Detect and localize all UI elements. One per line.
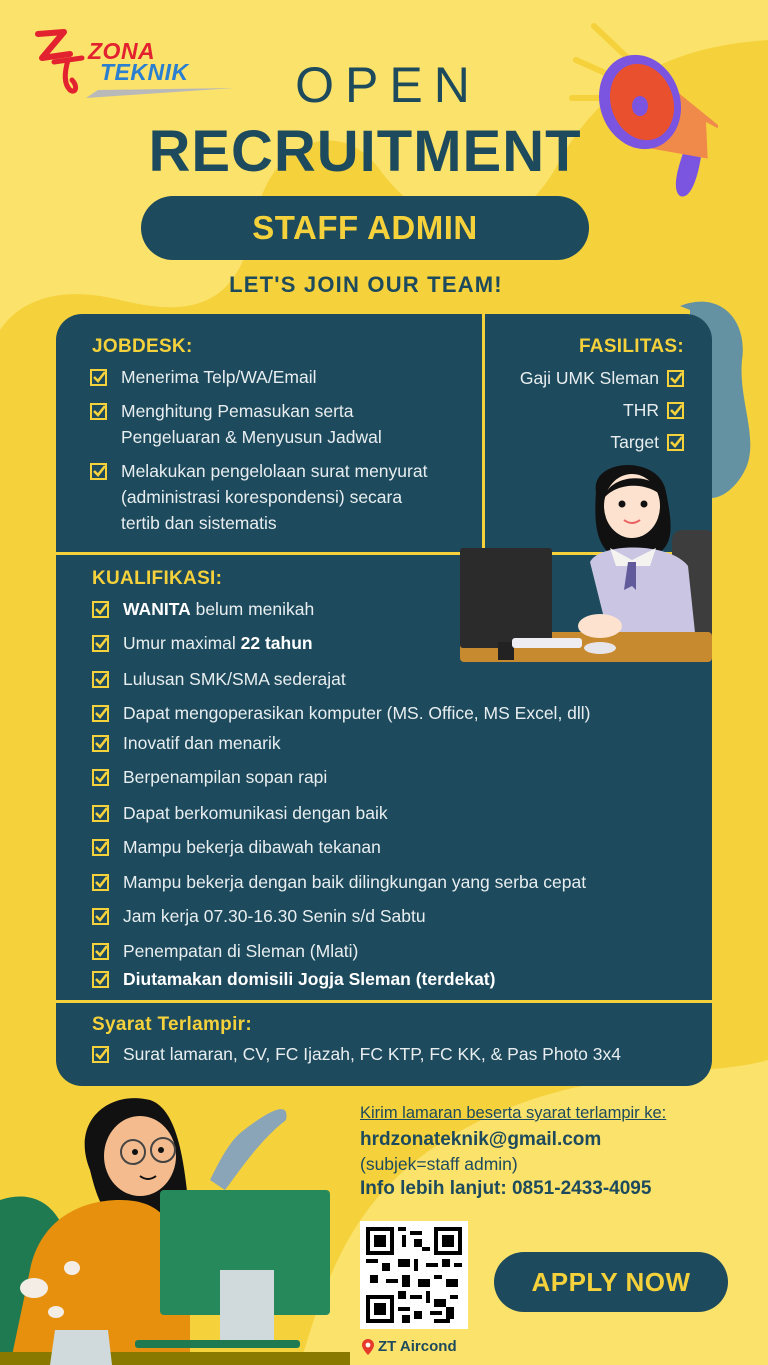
syarat-item bbox=[92, 1041, 621, 1067]
kualifikasi-item bbox=[92, 966, 495, 992]
checkbox-checked-icon bbox=[92, 839, 109, 856]
jobdesk-item-text: tertib dan sistematis bbox=[121, 513, 277, 533]
fasilitas-item-text: Target bbox=[610, 432, 659, 452]
syarat-title: Syarat Terlampir: bbox=[92, 1014, 252, 1035]
checkbox-checked-icon bbox=[92, 635, 109, 652]
kualifikasi-item bbox=[92, 869, 586, 895]
checkbox-checked-icon bbox=[92, 943, 109, 960]
kualifikasi-item-text: belum menikah bbox=[190, 599, 315, 619]
checkbox-checked-icon bbox=[92, 1046, 109, 1063]
jobdesk-item-text: (administrasi korespondensi) secara bbox=[121, 487, 403, 507]
jobdesk-item-text: Menghitung Pemasukan serta bbox=[121, 401, 354, 421]
kualifikasi-item-text: Mampu bekerja dibawah tekanan bbox=[123, 837, 381, 857]
checkbox-checked-icon bbox=[92, 671, 109, 688]
syarat-item-text: Surat lamaran, CV, FC Ijazah, FC KTP, FC KK, & Pas Photo 3x4 bbox=[123, 1044, 621, 1064]
jobdesk-item bbox=[90, 364, 316, 390]
kualifikasi-item-text: Jam kerja 07.30-16.30 Senin s/d Sabtu bbox=[123, 906, 426, 926]
checkbox-checked-icon bbox=[90, 463, 107, 480]
kualifikasi-item-text: Lulusan SMK/SMA sederajat bbox=[123, 669, 346, 689]
logo-text-teknik: TEKNIK bbox=[100, 59, 189, 85]
fasilitas-item bbox=[623, 400, 684, 421]
kualifikasi-item bbox=[92, 666, 346, 692]
kualifikasi-item-text: Umur maximal bbox=[123, 633, 241, 653]
kualifikasi-item-text: Berpenampilan sopan rapi bbox=[123, 767, 328, 787]
woman-with-computer-illustration bbox=[0, 1090, 350, 1365]
jobdesk-item bbox=[90, 398, 382, 450]
logo-text-zona: ZONA bbox=[88, 38, 156, 64]
jobdesk-title: JOBDESK: bbox=[92, 336, 193, 357]
checkbox-checked-icon bbox=[92, 874, 109, 891]
fasilitas-item bbox=[610, 432, 684, 453]
apply-now-button[interactable]: APPLY NOW bbox=[494, 1252, 728, 1312]
checkbox-checked-icon bbox=[92, 735, 109, 752]
checkbox-checked-icon bbox=[667, 370, 684, 387]
position-badge: STAFF ADMIN bbox=[141, 196, 589, 260]
kualifikasi-item bbox=[92, 834, 381, 860]
fasilitas-item-text: THR bbox=[623, 400, 659, 420]
kualifikasi-item-text: Dapat berkomunikasi dengan baik bbox=[123, 803, 388, 823]
checkbox-checked-icon bbox=[90, 403, 107, 420]
fasilitas-item bbox=[520, 368, 684, 389]
checkbox-checked-icon bbox=[667, 402, 684, 419]
location-label bbox=[362, 1338, 457, 1355]
kualifikasi-item-text: Inovatif dan menarik bbox=[123, 733, 281, 753]
kualifikasi-item bbox=[92, 700, 591, 726]
title-open: OPEN bbox=[295, 57, 481, 113]
fasilitas-title: FASILITAS: bbox=[578, 336, 684, 357]
contact-phone: Info lebih lanjut: 0851-2433-4095 bbox=[360, 1178, 652, 1199]
contact-intro: Kirim lamaran beserta syarat terlampir ke: bbox=[360, 1104, 667, 1122]
woman-at-computer-illustration bbox=[460, 462, 712, 662]
checkbox-checked-icon bbox=[92, 971, 109, 988]
checkbox-checked-icon bbox=[90, 369, 107, 386]
contact-subject: (subjek=staff admin) bbox=[360, 1154, 518, 1174]
jobdesk-item-text: Pengeluaran & Menyusun Jadwal bbox=[121, 427, 382, 447]
checkbox-checked-icon bbox=[667, 434, 684, 451]
kualifikasi-item-bold: 22 tahun bbox=[240, 633, 313, 653]
kualifikasi-item bbox=[92, 730, 281, 756]
checkbox-checked-icon bbox=[92, 769, 109, 786]
kualifikasi-item-bold: WANITA bbox=[123, 599, 191, 619]
checkbox-checked-icon bbox=[92, 705, 109, 722]
fasilitas-item-text: Gaji UMK Sleman bbox=[519, 368, 659, 388]
checkbox-checked-icon bbox=[92, 908, 109, 925]
map-pin-icon bbox=[362, 1339, 374, 1355]
tagline: LET'S JOIN OUR TEAM! bbox=[229, 272, 503, 297]
kualifikasi-item bbox=[92, 764, 327, 790]
kualifikasi-item bbox=[92, 800, 388, 826]
qr-code-pattern bbox=[366, 1227, 462, 1323]
jobdesk-item-text: Melakukan pengelolaan surat menyurat bbox=[121, 461, 428, 481]
title-recruitment: RECRUITMENT bbox=[148, 119, 582, 184]
kualifikasi-item bbox=[92, 903, 426, 929]
kualifikasi-item bbox=[92, 938, 358, 964]
kualifikasi-item bbox=[92, 596, 314, 622]
megaphone-icon bbox=[568, 20, 738, 200]
checkbox-checked-icon bbox=[92, 601, 109, 618]
contact-email-link[interactable]: hrdzonateknik@gmail.com bbox=[360, 1129, 602, 1150]
jobdesk-item-text: Menerima Telp/WA/Email bbox=[121, 367, 317, 387]
kualifikasi-item-text: Mampu bekerja dengan baik dilingkungan yang serba cepat bbox=[123, 872, 587, 892]
kualifikasi-item bbox=[92, 630, 313, 656]
divider-syarat bbox=[56, 1000, 712, 1003]
kualifikasi-title: KUALIFIKASI: bbox=[92, 568, 223, 589]
kualifikasi-item-text: Penempatan di Sleman (Mlati) bbox=[123, 941, 359, 961]
job-details-card bbox=[56, 314, 712, 1086]
checkbox-checked-icon bbox=[92, 805, 109, 822]
qr-code[interactable] bbox=[360, 1221, 468, 1329]
location-text: ZT Aircond bbox=[378, 1338, 457, 1355]
kualifikasi-item-text: Dapat mengoperasikan komputer (MS. Office, MS Excel, dll) bbox=[123, 703, 591, 723]
kualifikasi-item-bold: Diutamakan domisili Jogja Sleman (terdekat) bbox=[123, 969, 496, 989]
jobdesk-item bbox=[90, 458, 427, 536]
contact-block bbox=[360, 1104, 740, 1200]
